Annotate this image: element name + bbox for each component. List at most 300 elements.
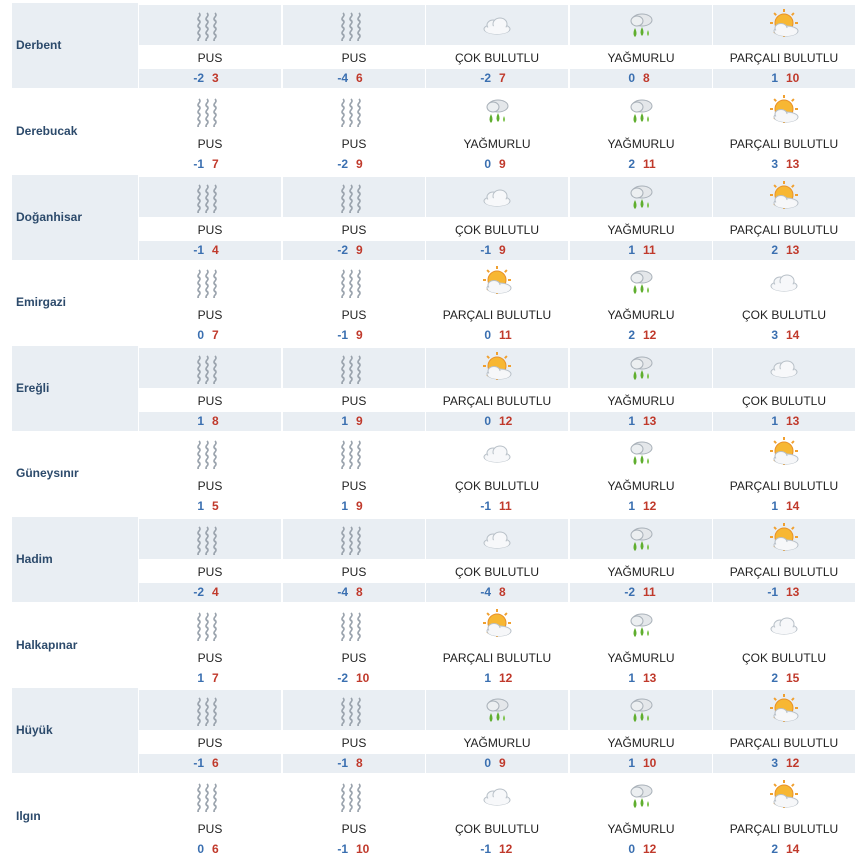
- forecast-day-cell: [283, 774, 425, 859]
- cloud-icon: [713, 262, 855, 302]
- fog-icon: [139, 348, 281, 388]
- min-temp: -4: [337, 71, 348, 85]
- temperature-range: [570, 412, 712, 431]
- partly-cloudy-sun-icon: [713, 91, 855, 131]
- condition-label: YAĞMURLU: [570, 562, 712, 582]
- city-name[interactable]: Doğanhisar: [12, 175, 138, 260]
- max-temp: 9: [499, 243, 506, 257]
- max-temp: 12: [786, 756, 800, 770]
- city-row: [0, 260, 867, 345]
- temperature-range: [570, 754, 712, 773]
- forecast-day-cell: [139, 774, 281, 859]
- min-temp: -1: [193, 157, 204, 171]
- max-temp: 9: [356, 243, 363, 257]
- temperature-range: [426, 69, 568, 88]
- min-temp: 0: [197, 328, 204, 342]
- forecast-day-cell: [570, 688, 712, 773]
- condition-label: ÇOK BULUTLU: [426, 476, 568, 496]
- fog-icon: [283, 519, 425, 559]
- max-temp: 7: [212, 671, 219, 685]
- fog-icon: [139, 776, 281, 816]
- fog-icon: [139, 91, 281, 131]
- temperature-range: [713, 241, 855, 260]
- min-temp: 1: [771, 499, 778, 513]
- max-temp: 14: [786, 842, 800, 856]
- fog-icon: [139, 605, 281, 645]
- fog-icon: [283, 348, 425, 388]
- city-name[interactable]: Hadim: [12, 517, 138, 602]
- temperature-range: [139, 583, 281, 602]
- rain-cloud-icon: [570, 605, 712, 645]
- forecast-day-cell: [570, 517, 712, 602]
- temperature-range: [139, 754, 281, 773]
- min-temp: 2: [771, 243, 778, 257]
- min-temp: -2: [337, 243, 348, 257]
- cloud-icon: [713, 348, 855, 388]
- temperature-range: [426, 840, 568, 859]
- condition-label: PUS: [283, 134, 425, 154]
- city-row: [0, 3, 867, 88]
- max-temp: 13: [643, 414, 657, 428]
- rain-cloud-icon: [570, 262, 712, 302]
- partly-cloudy-sun-icon: [713, 690, 855, 730]
- min-temp: -2: [337, 671, 348, 685]
- city-name[interactable]: Ilgın: [16, 809, 41, 823]
- condition-label: ÇOK BULUTLU: [426, 220, 568, 240]
- city-row: [0, 774, 867, 859]
- min-temp: -1: [767, 585, 778, 599]
- temperature-range: [570, 69, 712, 88]
- city-row: [0, 517, 867, 602]
- condition-label: PARÇALI BULUTLU: [713, 562, 855, 582]
- temperature-range: [283, 412, 425, 431]
- temperature-range: [713, 412, 855, 431]
- min-temp: -1: [193, 756, 204, 770]
- fog-icon: [283, 91, 425, 131]
- city-name[interactable]: Derebucak: [16, 124, 78, 138]
- condition-label: PUS: [139, 220, 281, 240]
- max-temp: 8: [499, 585, 506, 599]
- forecast-day-cell: [570, 603, 712, 688]
- condition-label: ÇOK BULUTLU: [713, 305, 855, 325]
- forecast-day-cell: [283, 175, 425, 260]
- forecast-day-cell: [426, 89, 568, 174]
- city-name[interactable]: Halkapınar: [16, 638, 78, 652]
- max-temp: 12: [643, 499, 657, 513]
- fog-icon: [139, 519, 281, 559]
- temperature-range: [283, 69, 425, 88]
- forecast-day-cell: [426, 260, 568, 345]
- forecast-day-cell: [283, 346, 425, 431]
- max-temp: 11: [499, 499, 512, 513]
- forecast-day-cell: [426, 603, 568, 688]
- min-temp: 0: [628, 71, 635, 85]
- min-temp: -1: [337, 756, 348, 770]
- forecast-day-cell: [570, 346, 712, 431]
- forecast-day-cell: [570, 774, 712, 859]
- max-temp: 13: [786, 243, 800, 257]
- max-temp: 10: [356, 842, 370, 856]
- forecast-day-cell: [139, 346, 281, 431]
- cloud-icon: [426, 519, 568, 559]
- condition-label: PUS: [139, 134, 281, 154]
- condition-label: PUS: [139, 305, 281, 325]
- rain-cloud-icon: [426, 91, 568, 131]
- forecast-day-cell: [139, 603, 281, 688]
- condition-label: PUS: [283, 733, 425, 753]
- temperature-range: [139, 69, 281, 88]
- condition-label: YAĞMURLU: [570, 733, 712, 753]
- temperature-range: [570, 155, 712, 174]
- min-temp: 1: [628, 756, 635, 770]
- forecast-day-cell: [139, 431, 281, 516]
- min-temp: 3: [771, 328, 778, 342]
- forecast-day-cell: [139, 3, 281, 88]
- temperature-range: [426, 241, 568, 260]
- temperature-range: [283, 583, 425, 602]
- condition-label: PUS: [139, 648, 281, 668]
- temperature-range: [713, 326, 855, 345]
- city-row: [0, 89, 867, 174]
- forecast-day-cell: [426, 517, 568, 602]
- forecast-day-cell: [570, 431, 712, 516]
- fog-icon: [283, 605, 425, 645]
- max-temp: 6: [212, 756, 219, 770]
- condition-label: PARÇALI BULUTLU: [713, 733, 855, 753]
- forecast-day-cell: [426, 175, 568, 260]
- max-temp: 3: [212, 71, 219, 85]
- forecast-day-cell: [426, 431, 568, 516]
- min-temp: 1: [771, 71, 778, 85]
- city-name[interactable]: Emirgazi: [16, 295, 67, 309]
- forecast-day-cell: [426, 346, 568, 431]
- temperature-range: [139, 326, 281, 345]
- fog-icon: [139, 433, 281, 473]
- min-temp: 2: [628, 328, 635, 342]
- temperature-range: [426, 412, 568, 431]
- max-temp: 14: [786, 328, 800, 342]
- forecast-day-cell: [283, 3, 425, 88]
- forecast-day-cell: [570, 3, 712, 88]
- forecast-day-cell: [283, 688, 425, 773]
- forecast-day-cell: [139, 260, 281, 345]
- max-temp: 9: [356, 499, 363, 513]
- city-name[interactable]: Ereğli: [12, 346, 138, 431]
- max-temp: 11: [643, 585, 656, 599]
- fog-icon: [283, 177, 425, 217]
- condition-label: YAĞMURLU: [570, 391, 712, 411]
- condition-label: PARÇALI BULUTLU: [713, 476, 855, 496]
- fog-icon: [139, 262, 281, 302]
- temperature-range: [713, 754, 855, 773]
- fog-icon: [139, 5, 281, 45]
- max-temp: 12: [643, 328, 657, 342]
- forecast-day-cell: [426, 3, 568, 88]
- partly-cloudy-sun-icon: [713, 519, 855, 559]
- max-temp: 9: [499, 157, 506, 171]
- temperature-range: [283, 155, 425, 174]
- temperature-range: [283, 326, 425, 345]
- max-temp: 4: [212, 243, 219, 257]
- min-temp: -1: [480, 499, 491, 513]
- forecast-day-cell: [570, 260, 712, 345]
- min-temp: 3: [771, 157, 778, 171]
- max-temp: 5: [212, 499, 219, 513]
- max-temp: 8: [643, 71, 650, 85]
- forecast-day-cell: [713, 774, 855, 859]
- forecast-day-cell: [426, 774, 568, 859]
- min-temp: -2: [624, 585, 635, 599]
- temperature-range: [570, 326, 712, 345]
- max-temp: 7: [212, 157, 219, 171]
- max-temp: 12: [643, 842, 657, 856]
- condition-label: PUS: [283, 220, 425, 240]
- rain-cloud-icon: [570, 433, 712, 473]
- city-row: [0, 431, 867, 516]
- condition-label: PARÇALI BULUTLU: [426, 391, 568, 411]
- condition-label: PUS: [283, 819, 425, 839]
- max-temp: 12: [499, 671, 513, 685]
- fog-icon: [139, 177, 281, 217]
- temperature-range: [713, 669, 855, 688]
- temperature-range: [713, 840, 855, 859]
- forecast-day-cell: [426, 688, 568, 773]
- min-temp: 1: [197, 499, 204, 513]
- min-temp: -2: [193, 585, 204, 599]
- condition-label: YAĞMURLU: [570, 648, 712, 668]
- temperature-range: [713, 497, 855, 516]
- condition-label: PUS: [139, 476, 281, 496]
- forecast-day-cell: [139, 688, 281, 773]
- temperature-range: [139, 669, 281, 688]
- cloud-icon: [713, 605, 855, 645]
- min-temp: 2: [771, 671, 778, 685]
- max-temp: 13: [786, 414, 800, 428]
- condition-label: YAĞMURLU: [570, 305, 712, 325]
- condition-label: PUS: [139, 819, 281, 839]
- max-temp: 8: [212, 414, 219, 428]
- forecast-day-cell: [713, 3, 855, 88]
- forecast-day-cell: [570, 89, 712, 174]
- max-temp: 10: [356, 671, 370, 685]
- temperature-range: [426, 669, 568, 688]
- temperature-range: [426, 754, 568, 773]
- condition-label: PARÇALI BULUTLU: [426, 648, 568, 668]
- forecast-day-cell: [713, 431, 855, 516]
- condition-label: PARÇALI BULUTLU: [713, 220, 855, 240]
- temperature-range: [139, 412, 281, 431]
- city-row: [0, 175, 867, 260]
- condition-label: YAĞMURLU: [426, 134, 568, 154]
- min-temp: 1: [197, 671, 204, 685]
- partly-cloudy-sun-icon: [426, 262, 568, 302]
- temperature-range: [713, 69, 855, 88]
- rain-cloud-icon: [570, 5, 712, 45]
- partly-cloudy-sun-icon: [426, 348, 568, 388]
- rain-cloud-icon: [570, 177, 712, 217]
- city-name[interactable]: Güneysınır: [16, 466, 79, 480]
- min-temp: 1: [628, 243, 635, 257]
- min-temp: -2: [480, 71, 491, 85]
- condition-label: PARÇALI BULUTLU: [713, 48, 855, 68]
- max-temp: 14: [786, 499, 800, 513]
- rain-cloud-icon: [570, 519, 712, 559]
- condition-label: PUS: [139, 48, 281, 68]
- condition-label: ÇOK BULUTLU: [713, 391, 855, 411]
- condition-label: PUS: [283, 305, 425, 325]
- min-temp: 2: [771, 842, 778, 856]
- rain-cloud-icon: [570, 348, 712, 388]
- partly-cloudy-sun-icon: [713, 433, 855, 473]
- max-temp: 7: [499, 71, 506, 85]
- max-temp: 8: [356, 585, 363, 599]
- condition-label: ÇOK BULUTLU: [713, 648, 855, 668]
- fog-icon: [283, 690, 425, 730]
- temperature-range: [713, 583, 855, 602]
- max-temp: 11: [499, 328, 512, 342]
- min-temp: 0: [484, 328, 491, 342]
- temperature-range: [570, 583, 712, 602]
- min-temp: 0: [484, 157, 491, 171]
- forecast-day-cell: [139, 89, 281, 174]
- temperature-range: [426, 497, 568, 516]
- forecast-day-cell: [713, 346, 855, 431]
- forecast-day-cell: [283, 517, 425, 602]
- rain-cloud-icon: [570, 690, 712, 730]
- min-temp: 0: [484, 756, 491, 770]
- city-name[interactable]: Hüyük: [12, 688, 138, 773]
- max-temp: 7: [212, 328, 219, 342]
- condition-label: ÇOK BULUTLU: [426, 562, 568, 582]
- min-temp: 0: [484, 414, 491, 428]
- fog-icon: [283, 5, 425, 45]
- forecast-day-cell: [713, 175, 855, 260]
- min-temp: -4: [480, 585, 491, 599]
- fog-icon: [139, 690, 281, 730]
- min-temp: 1: [341, 414, 348, 428]
- temperature-range: [426, 583, 568, 602]
- condition-label: PARÇALI BULUTLU: [713, 819, 855, 839]
- rain-cloud-icon: [570, 776, 712, 816]
- forecast-day-cell: [713, 260, 855, 345]
- condition-label: YAĞMURLU: [570, 819, 712, 839]
- partly-cloudy-sun-icon: [426, 605, 568, 645]
- condition-label: YAĞMURLU: [570, 476, 712, 496]
- forecast-day-cell: [713, 603, 855, 688]
- temperature-range: [139, 241, 281, 260]
- partly-cloudy-sun-icon: [713, 177, 855, 217]
- max-temp: 12: [499, 842, 513, 856]
- min-temp: 0: [628, 842, 635, 856]
- temperature-range: [426, 155, 568, 174]
- forecast-day-cell: [139, 175, 281, 260]
- min-temp: 3: [771, 756, 778, 770]
- forecast-day-cell: [570, 175, 712, 260]
- temperature-range: [283, 754, 425, 773]
- min-temp: -1: [337, 842, 348, 856]
- rain-cloud-icon: [426, 690, 568, 730]
- temperature-range: [139, 497, 281, 516]
- condition-label: YAĞMURLU: [570, 134, 712, 154]
- temperature-range: [283, 241, 425, 260]
- temperature-range: [426, 326, 568, 345]
- condition-label: YAĞMURLU: [570, 220, 712, 240]
- condition-label: ÇOK BULUTLU: [426, 819, 568, 839]
- forecast-day-cell: [713, 688, 855, 773]
- min-temp: -2: [337, 157, 348, 171]
- condition-label: PUS: [139, 733, 281, 753]
- forecast-day-cell: [283, 431, 425, 516]
- condition-label: YAĞMURLU: [570, 48, 712, 68]
- partly-cloudy-sun-icon: [713, 5, 855, 45]
- forecast-day-cell: [713, 89, 855, 174]
- cloud-icon: [426, 776, 568, 816]
- forecast-day-cell: [139, 517, 281, 602]
- city-row: [0, 688, 867, 773]
- max-temp: 13: [786, 585, 800, 599]
- condition-label: PARÇALI BULUTLU: [426, 305, 568, 325]
- fog-icon: [283, 776, 425, 816]
- max-temp: 4: [212, 585, 219, 599]
- temperature-range: [570, 497, 712, 516]
- condition-label: PUS: [283, 48, 425, 68]
- temperature-range: [139, 840, 281, 859]
- condition-label: PUS: [139, 562, 281, 582]
- min-temp: 0: [197, 842, 204, 856]
- min-temp: -1: [480, 243, 491, 257]
- temperature-range: [570, 840, 712, 859]
- max-temp: 9: [356, 328, 363, 342]
- min-temp: 1: [197, 414, 204, 428]
- min-temp: -1: [337, 328, 348, 342]
- min-temp: 1: [484, 671, 491, 685]
- condition-label: PUS: [139, 391, 281, 411]
- max-temp: 11: [643, 243, 656, 257]
- temperature-range: [283, 840, 425, 859]
- max-temp: 15: [786, 671, 800, 685]
- forecast-day-cell: [283, 260, 425, 345]
- city-row: [0, 603, 867, 688]
- max-temp: 13: [786, 157, 800, 171]
- cloud-icon: [426, 433, 568, 473]
- min-temp: -4: [337, 585, 348, 599]
- min-temp: 2: [628, 157, 635, 171]
- city-row: [0, 346, 867, 431]
- max-temp: 12: [499, 414, 513, 428]
- min-temp: -2: [193, 71, 204, 85]
- condition-label: PUS: [283, 391, 425, 411]
- max-temp: 9: [499, 756, 506, 770]
- max-temp: 10: [786, 71, 800, 85]
- city-name[interactable]: Derbent: [12, 3, 138, 88]
- condition-label: PUS: [283, 562, 425, 582]
- max-temp: 8: [356, 756, 363, 770]
- min-temp: 1: [771, 414, 778, 428]
- condition-label: YAĞMURLU: [426, 733, 568, 753]
- cloud-icon: [426, 177, 568, 217]
- min-temp: 1: [628, 671, 635, 685]
- temperature-range: [283, 497, 425, 516]
- condition-label: PUS: [283, 476, 425, 496]
- cloud-icon: [426, 5, 568, 45]
- min-temp: 1: [628, 499, 635, 513]
- condition-label: PUS: [283, 648, 425, 668]
- min-temp: -1: [480, 842, 491, 856]
- max-temp: 6: [356, 71, 363, 85]
- partly-cloudy-sun-icon: [713, 776, 855, 816]
- max-temp: 9: [356, 414, 363, 428]
- condition-label: PARÇALI BULUTLU: [713, 134, 855, 154]
